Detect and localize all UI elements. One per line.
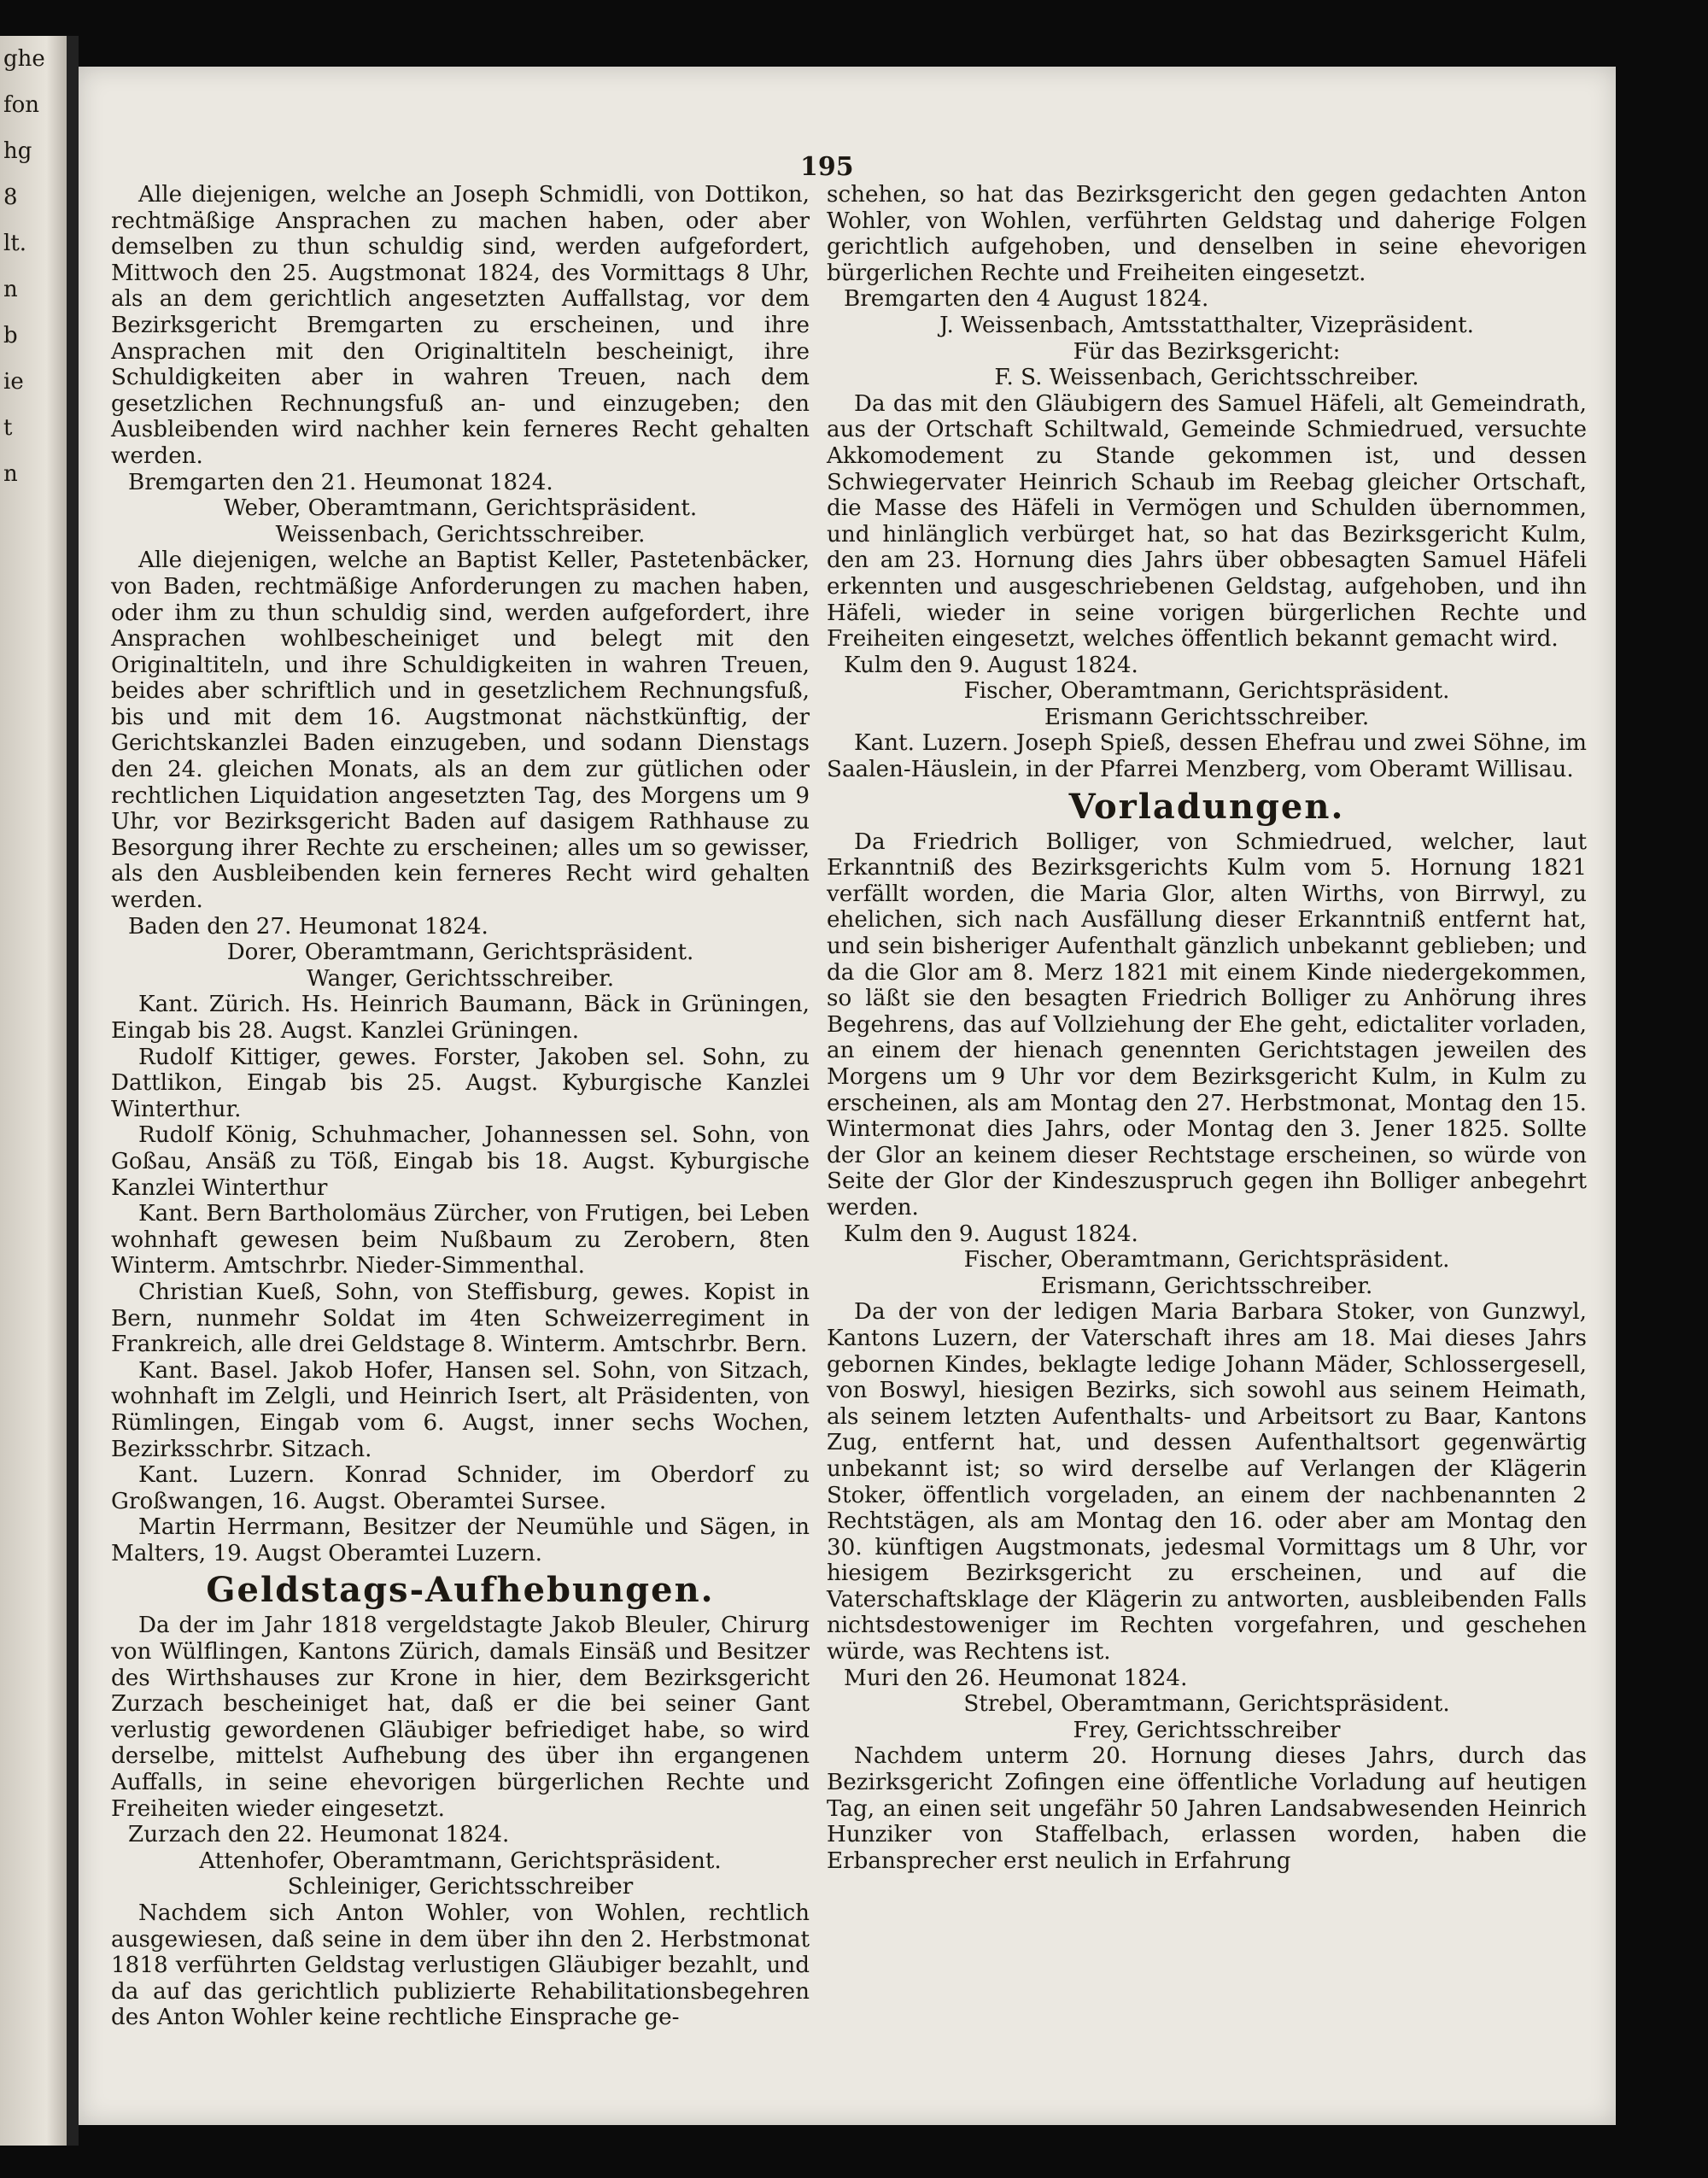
notice-paragraph: Kant. Luzern. Joseph Spieß, dessen Ehefrau und zwei Söhne, im Saalen-Häuslein, in der Pfarrei Menzberg, vom Oberamt Willisau. — [827, 730, 1587, 783]
previous-page-fragment: ie — [3, 369, 24, 395]
section-heading: Geldstags-Aufhebungen. — [206, 1570, 715, 1611]
notice-paragraph: Da der von der ledigen Maria Barbara Stoker, von Gunzwyl, Kantons Luzern, der Vaterschaft ihres am 18. Mai dieses Jahrs gebornen Kindes, beklagte ledige Johann Mäder, Schlossergesell, von Boswyl, hiesigen Bezirks, sich sowohl aus seinem Heimath, als seinem letzten Aufenthalts- und Arbeitsort zu Baar, Kantons Zug, entfernt hat, und dessen Aufenthaltsort gegenwärtig unbekannt ist; so wird derselbe auf Verlangen der Klägerin Stoker, öffentlich vorgeladen, an einem der nachbenannten 2 Rechtstägen, als am Montag den 16. oder aber am Montag den 30. künftigen Augstmonats, jedesmal Vormittags um 8 Uhr, vor hiesigem Bezirksgericht zu erscheinen, und auf die Vaterschaftsklage der Klägerin zu antworten, ausbleibenden Falls nichtsdestoweniger im Rechten vorgefahren, und geschehen würde, was Rechtens ist. — [827, 1299, 1587, 1666]
signature-line: Attenhofer, Oberamtmann, Gerichtspräsident. — [199, 1847, 722, 1874]
notice-paragraph: Nachdem unterm 20. Hornung dieses Jahrs, durch das Bezirksgericht Zofingen eine öffentliche Vorladung auf heutigen Tag, an einen seit ungefähr 50 Jahren Landsabwesenden Heinrich Hunziker von Staffelbach, erlassen worden, haben die Erbansprecher erst neulich in Erfahrung — [827, 1743, 1587, 1874]
right-column — [827, 182, 1587, 1874]
notice-paragraph: Christian Kueß, Sohn, von Steffisburg, gewes. Kopist in Bern, nunmehr Soldat im 4ten Schweizerregiment in Frankreich, alle drei Geldstage 8. Winterm. Amtschrbr. Bern. — [111, 1279, 810, 1358]
notice-paragraph: Kant. Bern Bartholomäus Zürcher, von Frutigen, bei Leben wohnhaft gewesen beim Nußbaum zu Zerobern, 8ten Winterm. Amtschrbr. Nieder-Simmenthal. — [111, 1201, 810, 1279]
notice-paragraph: Rudolf König, Schuhmacher, Johannessen sel. Sohn, von Goßau, Ansäß zu Töß, Eingab bis 18. Augst. Kyburgische Kanzlei Winterthur — [111, 1122, 810, 1201]
notice-paragraph: Martin Herrmann, Besitzer der Neumühle und Sägen, in Malters, 19. Augst Oberamtei Luzern. — [111, 1514, 810, 1566]
previous-page-edge — [0, 36, 67, 2146]
signature-line: Schleiniger, Gerichtsschreiber — [287, 1874, 634, 1900]
signature-line: J. Weissenbach, Amtsstatthalter, Vizepräsident. — [939, 312, 1474, 338]
notice-paragraph: Da der im Jahr 1818 vergeldstagte Jakob Bleuler, Chirurg von Wülflingen, Kantons Zürich, damals Einsäß und Besitzer des Wirthshauses zur Krone in hier, dem Bezirksgericht Zurzach bescheiniget hat, daß er die bei seiner Gant verlustig gewordenen Gläubiger befriediget habe, so wird derselbe, mittelst Aufhebung des über ihn ergangenen Auffalls, in seine ehevorigen bürgerlichen Rechte und Freiheiten wieder eingesetzt. — [111, 1613, 810, 1822]
left-column — [111, 182, 810, 2031]
notice-date-line: Bremgarten den 21. Heumonat 1824. — [128, 469, 553, 495]
previous-page-fragment: t — [3, 415, 13, 441]
notice-date-line: Kulm den 9. August 1824. — [844, 652, 1138, 678]
signature-line: Erismann Gerichtsschreiber. — [1044, 704, 1370, 730]
notice-paragraph: Rudolf Kittiger, gewes. Forster, Jakoben sel. Sohn, zu Dattlikon, Eingab bis 25. Augst. Kyburgische Kanzlei Winterthur. — [111, 1044, 810, 1122]
signature-line: Fischer, Oberamtmann, Gerichtspräsident. — [963, 1247, 1450, 1273]
previous-page-fragment: ghe — [3, 46, 45, 72]
signature-line: Fischer, Oberamtmann, Gerichtspräsident. — [963, 678, 1450, 705]
notice-date-line: Zurzach den 22. Heumonat 1824. — [128, 1822, 510, 1848]
notice-paragraph: Kant. Zürich. Hs. Heinrich Baumann, Bäck in Grüningen, Eingab bis 28. Augst. Kanzlei Grüningen. — [111, 992, 810, 1044]
signature-line: Frey, Gerichtsschreiber — [1073, 1717, 1341, 1743]
signature-line: F. S. Weissenbach, Gerichtsschreiber. — [994, 365, 1419, 391]
notice-paragraph: Alle diejenigen, welche an Joseph Schmidli, von Dottikon, rechtmäßige Ansprachen zu machen haben, oder aber demselben zu thun schuldig sind, werden aufgefordert, Mittwoch den 25. Augstmonat 1824, des Vormittags 8 Uhr, als an dem gerichtlich angesetzten Auffallstag, vor dem Bezirksgericht Bremgarten zu erscheinen, und ihre Ansprachen mit den Originaltiteln bescheinigt, ihre Schuldigkeiten aber in wahren Treuen, nach dem gesetzlichen Rechnungsfuß an- und einzugeben; den Ausbleibenden wird nachher kein ferneres Recht gehalten werden. — [111, 182, 810, 469]
previous-page-fragment: hg — [3, 138, 32, 164]
previous-page-fragment: lt. — [3, 231, 27, 256]
document-page — [79, 67, 1616, 2125]
section-heading: Vorladungen. — [1068, 786, 1345, 827]
signature-line: Dorer, Oberamtmann, Gerichtspräsident. — [226, 940, 694, 966]
notice-paragraph: Da Friedrich Bolliger, von Schmiedrued, welcher, laut Erkanntniß des Bezirksgerichts Kulm vom 5. Hornung 1821 verfällt worden, die Maria Glor, alten Wirths, von Birrwyl, zu ehelichen, sich nach Ausfällung dieser Erkanntniß entfernt hat, und sein bisheriger Aufenthalt gänzlich unbekannt geblieben; und da die Glor am 8. Merz 1821 mit einem Kinde niedergekommen, so läßt sie den besagten Friedrich Bolliger zu Anhörung ihres Begehrens, das auf Vollziehung der Ehe geht, edictaliter vorladen, an einem der hienach genennten Gerichtstagen jeweilen des Morgens um 9 Uhr vor dem Bezirksgericht Kulm, in Kulm zu erscheinen, als am Montag den 27. Herbstmonat, Montag den 15. Wintermonat dies Jahrs, oder Montag den 3. Jener 1825. Sollte der Glor an keinem dieser Rechtstage erscheinen, so würde von Seite der Glor der Kindeszuspruch gegen ihn Bolliger anbegehrt werden. — [827, 828, 1587, 1221]
notice-paragraph: schehen, so hat das Bezirksgericht den gegen gedachten Anton Wohler, von Wohlen, verführten Geldstag und daherige Folgen gerichtlich aufgehoben, und denselben in seine ehevorigen bürgerlichen Rechte und Freiheiten eingesetzt. — [827, 182, 1587, 286]
notice-date-line: Kulm den 9. August 1824. — [844, 1221, 1138, 1247]
notice-date-line: Baden den 27. Heumonat 1824. — [128, 913, 488, 940]
notice-paragraph: Da das mit den Gläubigern des Samuel Häfeli, alt Gemeindrath, aus der Ortschaft Schiltwald, Gemeinde Schmiedrued, versuchte Akkomodement zu Stande gekommen ist, und dessen Schwiegervater Heinrich Schaub im Reebag gleicher Ortschaft, die Masse des Häfeli in Vermögen und Schulden übernommen, und hinlänglich verbürget hat, so hat das Bezirksgericht Kulm, den am 23. Hornung dies Jahrs über obbesagten Samuel Häfeli erkennten und ausgeschriebenen Geldstag, aufgehoben, und ihn Häfeli, wieder in seine vorigen bürgerlichen Rechte und Freiheiten eingesetzt, welches öffentlich bekannt gemacht wird. — [827, 390, 1587, 653]
signature-line: Wanger, Gerichtsschreiber. — [306, 965, 615, 992]
previous-page-fragment: b — [3, 323, 18, 348]
previous-page-fragment: fon — [3, 92, 40, 118]
notice-paragraph: Nachdem sich Anton Wohler, von Wohlen, rechtlich ausgewiesen, daß seine in dem über ihn den 2. Herbstmonat 1818 verführten Geldstag verlustigen Gläubiger bezahlt, und da auf das gerichtlich publizierte Rehabilitationsbegehren des Anton Wohler keine rechtliche Einsprache ge- — [111, 1900, 810, 2031]
notice-paragraph: Kant. Luzern. Konrad Schnider, im Oberdorf zu Großwangen, 16. Augst. Oberamtei Sursee. — [111, 1462, 810, 1514]
previous-page-fragment: n — [3, 461, 18, 487]
notice-paragraph: Kant. Basel. Jakob Hofer, Hansen sel. Sohn, von Sitzach, wohnhaft im Zelgli, und Heinrich Isert, alt Präsidenten, von Rümlingen, Eingab vom 6. Augst, inner sechs Wochen, Bezirksschrbr. Sitzach. — [111, 1357, 810, 1462]
signature-line: Erismann, Gerichtsschreiber. — [1040, 1273, 1373, 1299]
previous-page-fragment: n — [3, 277, 18, 302]
signature-line: Weber, Oberamtmann, Gerichtspräsident. — [223, 495, 698, 522]
signature-line: Weissenbach, Gerichtsschreiber. — [275, 521, 646, 547]
book-gutter — [67, 36, 79, 2146]
page-number: 195 — [800, 152, 854, 182]
notice-paragraph: Alle diejenigen, welche an Baptist Keller, Pastetenbäcker, von Baden, rechtmäßige Anforderungen zu machen haben, oder ihm zu thun schuldig sind, werden aufgefordert, ihre Ansprachen wohlbescheiniget und belegt mit den Originaltiteln, und ihre Schuldigkeiten in wahren Treuen, beides aber schriftlich und in gesetzlichem Rechnungsfuß, bis und mit dem 16. Augstmonat nächstkünftig, der Gerichtskanzlei Baden einzugeben, und sodann Dienstags den 24. gleichen Monats, als an dem zur gütlichen oder rechtlichen Liquidation angesetzten Tag, des Morgens um 9 Uhr, vor Bezirksgericht Baden auf dasigem Rathhause zu Besorgung ihrer Rechte zu erscheinen; alles um so gewisser, als den Ausbleibenden kein ferneres Recht wird gehalten werden. — [111, 547, 810, 914]
previous-page-fragment: 8 — [3, 184, 18, 210]
notice-date-line: Bremgarten den 4 August 1824. — [844, 286, 1209, 313]
notice-date-line: Muri den 26. Heumonat 1824. — [844, 1665, 1188, 1691]
signature-line: Strebel, Oberamtmann, Gerichtspräsident. — [963, 1691, 1450, 1718]
signature-line: Für das Bezirksgericht: — [1073, 338, 1341, 365]
